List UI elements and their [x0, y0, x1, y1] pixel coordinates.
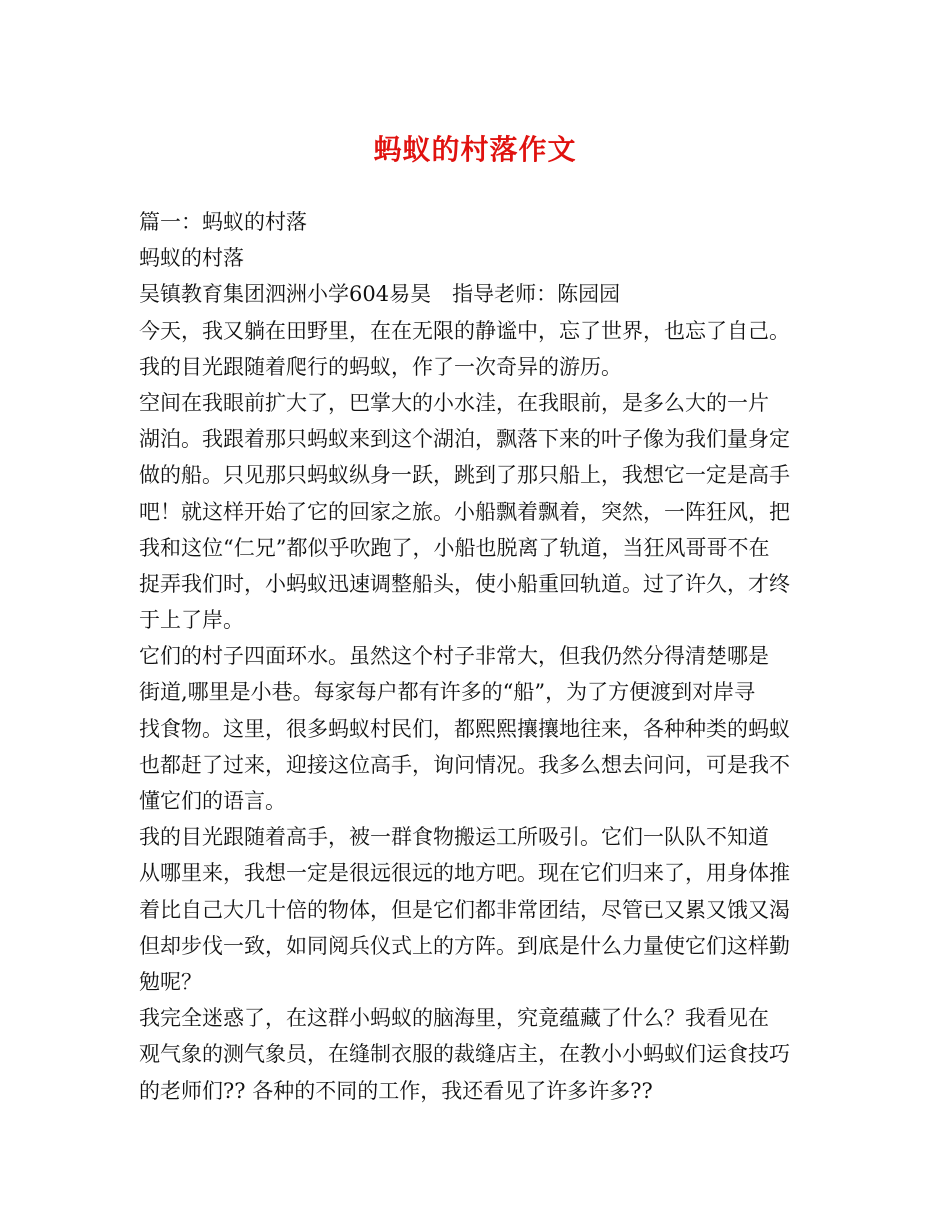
- body-line: 我和这位“仁兄”都似乎吹跑了，小船也脱离了轨道，当狂风哥哥不在: [139, 535, 770, 560]
- body-line: 湖泊。我跟着那只蚂蚁来到这个湖泊，飘落下来的叶子像为我们量身定: [139, 427, 790, 452]
- author-line: 吴镇教育集团泗洲小学604易昊 指导老师：陈园园: [139, 282, 621, 307]
- body-line: 的老师们?? 各种的不同的工作，我还看见了许多许多??: [139, 1078, 653, 1103]
- body-line: 勉呢？: [139, 969, 202, 994]
- body-line: 我的目光跟随着高手，被一群食物搬运工所吸引。它们一队队不知道: [139, 825, 769, 850]
- body-line: 懂它们的语言。: [139, 789, 286, 813]
- body-line: 观气象的测气象员，在缝制衣服的裁缝店主，在教小小蚂蚁们运食技巧: [139, 1042, 790, 1067]
- body-line: 我完全迷惑了，在这群小蚂蚁的脑海里，究竟蕴藏了什么？我看见在: [139, 1006, 769, 1031]
- body-line: 也都赶了过来，迎接这位高手，询问情况。我多么想去问问，可是我不: [139, 752, 790, 777]
- body-line: 捉弄我们时，小蚂蚁迅速调整船头，使小船重回轨道。过了许久，才终: [139, 571, 790, 596]
- body-line: 但却步伐一致，如同阅兵仪式上的方阵。到底是什么力量使它们这样勤: [139, 933, 790, 958]
- body-line: 今天，我又躺在田野里，在在无限的静谧中，忘了世界，也忘了自己。: [139, 318, 790, 343]
- body-line: 我的目光跟随着爬行的蚂蚁，作了一次奇异的游历。: [139, 354, 622, 379]
- essay-title: 蚂蚁的村落: [139, 246, 244, 271]
- body-line: 它们的村子四面环水。虽然这个村子非常大，但我仍然分得清楚哪是: [139, 644, 769, 669]
- body-line: 吧！就这样开始了它的回家之旅。小船飘着飘着，突然，一阵狂风，把: [139, 499, 790, 524]
- body-line: 做的船。只见那只蚂蚁纵身一跃，跳到了那只船上，我想它一定是高手: [139, 463, 790, 488]
- section-heading: 篇一：蚂蚁的村落: [139, 210, 307, 234]
- body-line: 着比自己大几十倍的物体，但是它们都非常团结，尽管已又累又饿又渴: [139, 897, 790, 922]
- body-line: 街道,哪里是小巷。每家每户都有许多的“船”，为了方便渡到对岸寻: [139, 680, 756, 705]
- body-line: 找食物。这里，很多蚂蚁村民们，都熙熙攘攘地往来，各种种类的蚂蚁: [139, 716, 790, 741]
- document-title: 蚂蚁的村落作文: [373, 133, 577, 166]
- document-body: [139, 204, 839, 1109]
- body-line: 于上了岸。: [139, 608, 244, 633]
- body-line: 空间在我眼前扩大了，巴掌大的小水洼，在我眼前，是多么大的一片: [139, 390, 769, 415]
- body-line: 从哪里来，我想一定是很远很远的地方吧。现在它们归来了，用身体推: [139, 861, 790, 886]
